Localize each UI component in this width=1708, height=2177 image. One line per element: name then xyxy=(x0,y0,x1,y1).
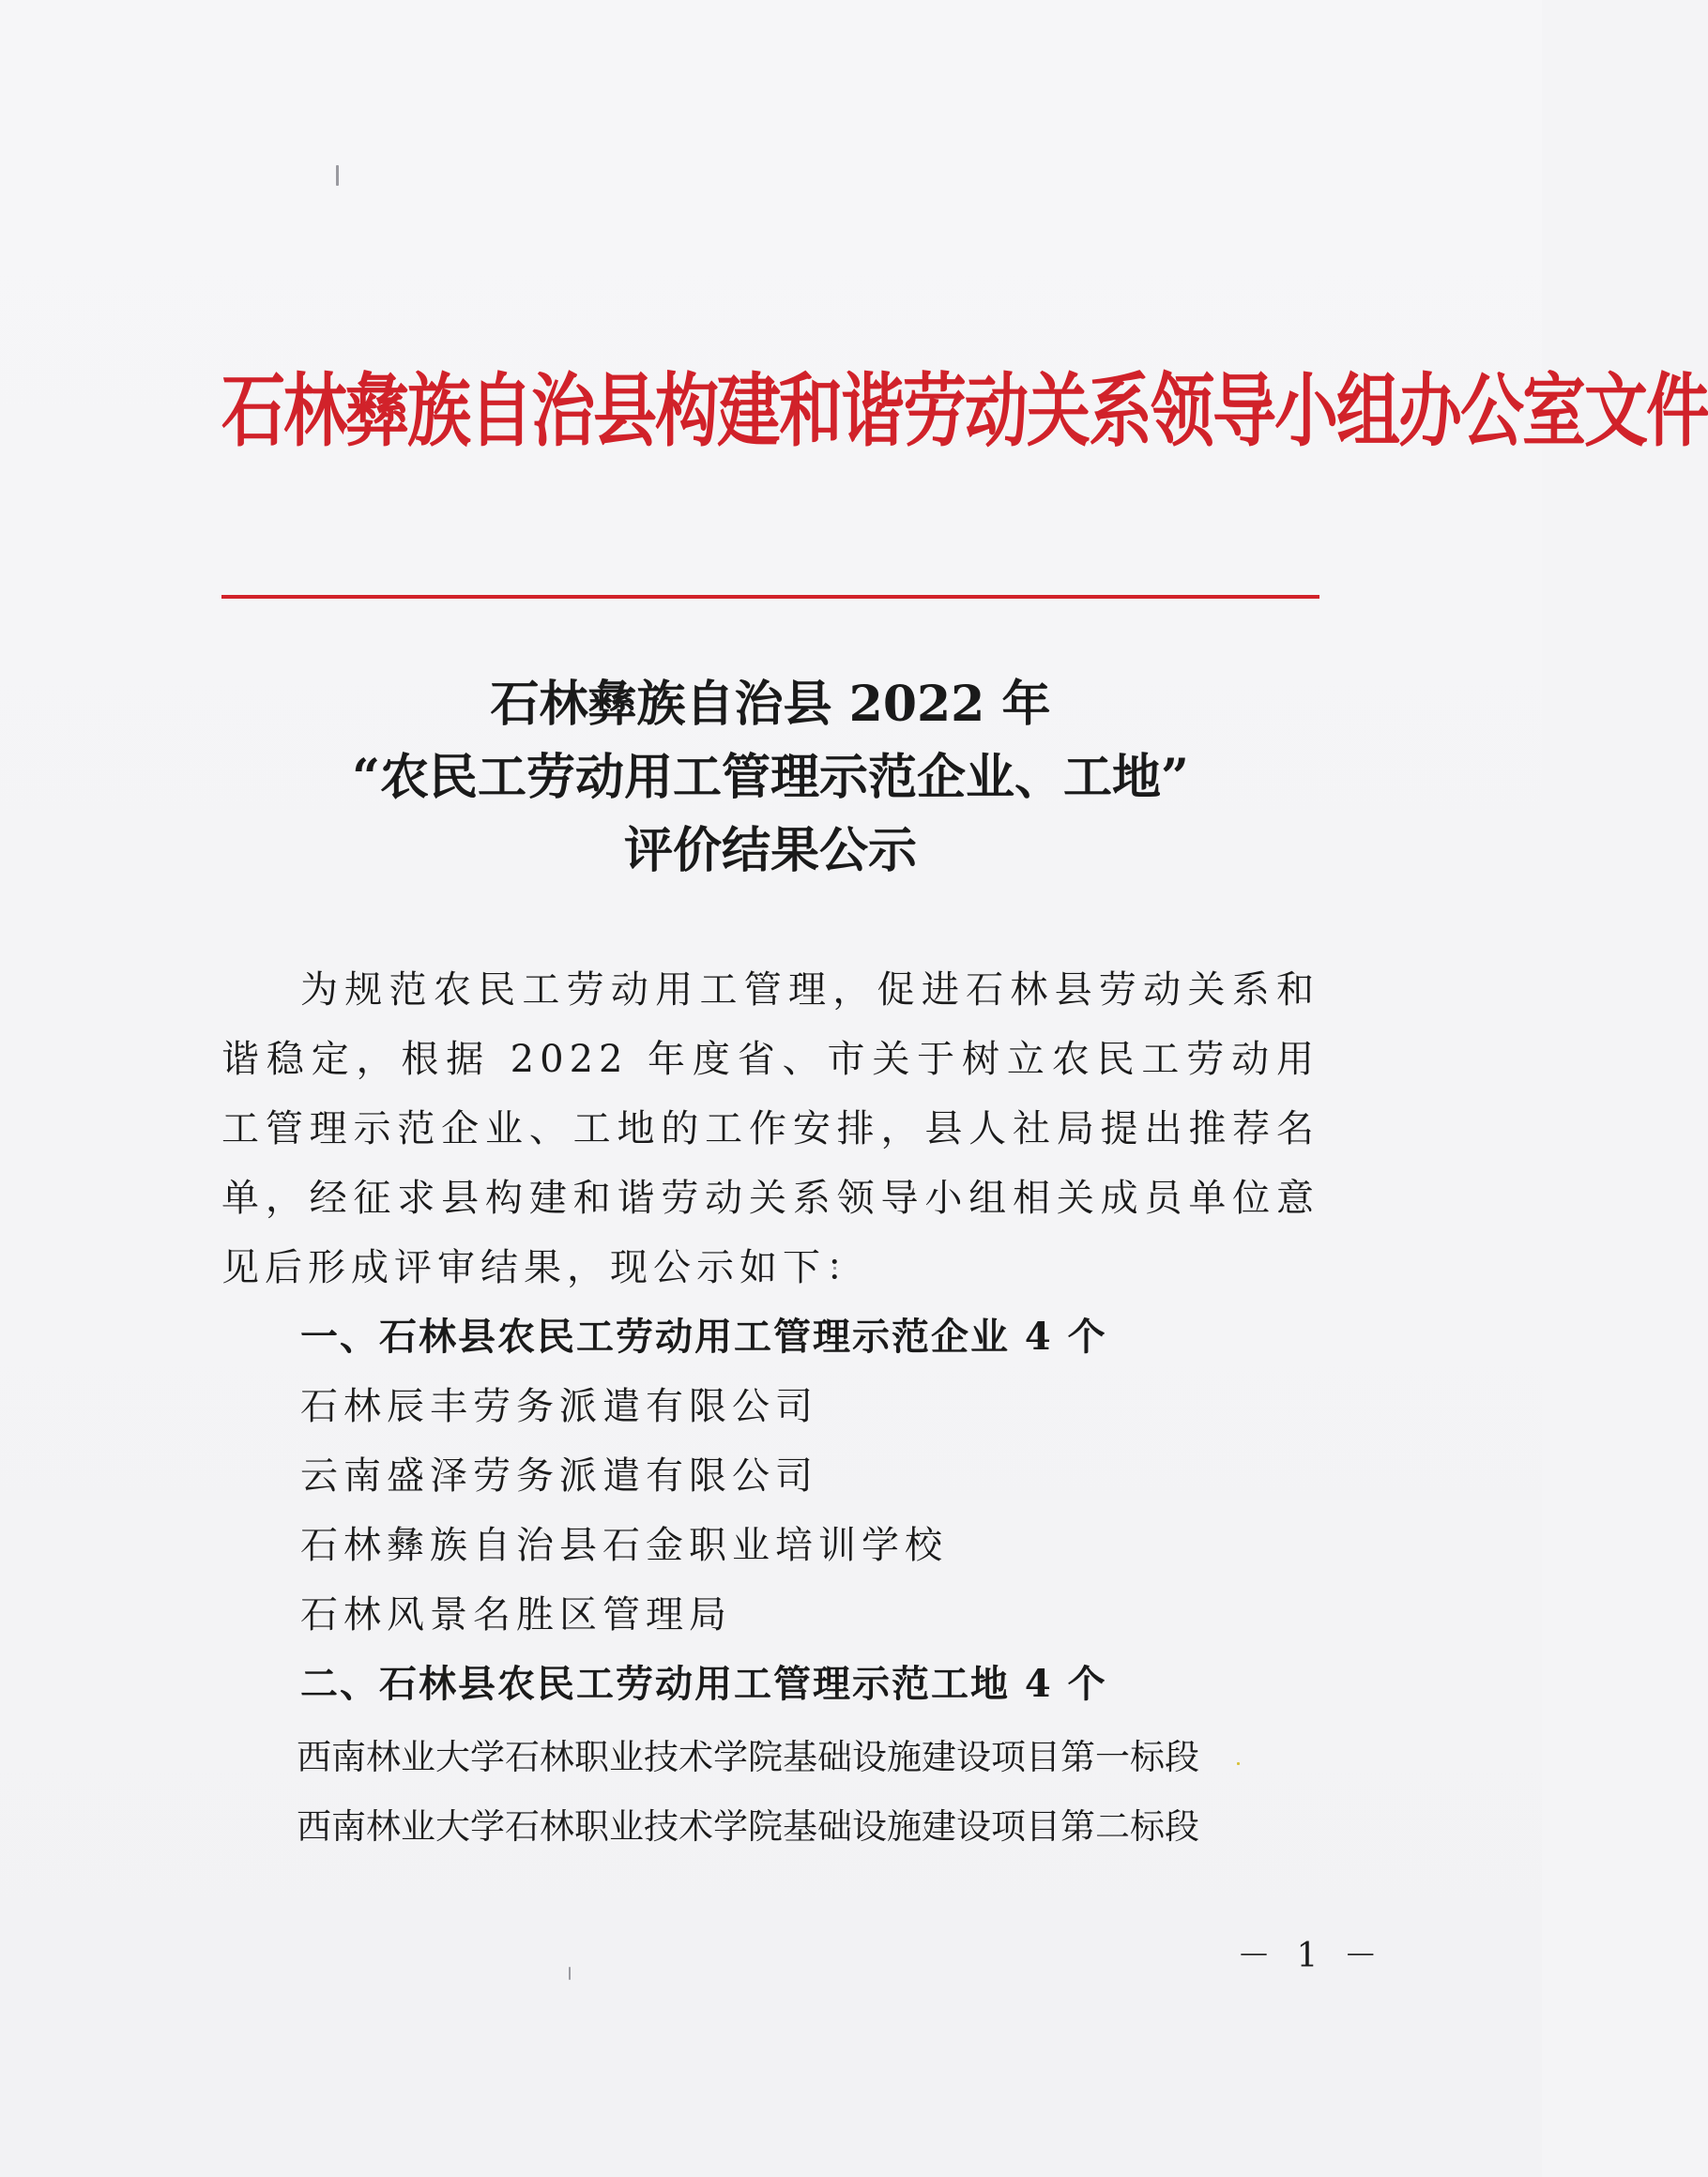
list-item: 西南林业大学石林职业技术学院基础设施建设项目第二标段 xyxy=(297,1806,1199,1847)
issuing-office-header: 石林彝族自治县构建和谐劳动关系领导小组办公室文件 xyxy=(221,364,1708,459)
scan-speck xyxy=(569,1967,571,1980)
scan-speck xyxy=(1237,1762,1240,1765)
list-item: 石林彝族自治县石金职业培训学校 xyxy=(300,1524,948,1567)
title-line-3: 评价结果公示 xyxy=(623,822,917,879)
list-item: 云南盛泽劳务派遣有限公司 xyxy=(300,1454,818,1498)
list-item: 西南林业大学石林职业技术学院基础设施建设项目第一标段 xyxy=(297,1737,1199,1777)
document-title xyxy=(221,668,1319,888)
list-item: 石林风景名胜区管理局 xyxy=(300,1593,732,1637)
body-paragraph: 为规范农民工劳动用工管理，促进石林县劳动关系和谐稳定，根据 2022 年度省、市关于树立农民工劳动用工管理示范企业、工地的工作安排，县人社局提出推荐名单，经征求县构建和谐劳动关系领导小组相关成员单位意见后形成评审结果，现公示如下： xyxy=(221,968,1319,1289)
section-heading-enterprises: 一、石林县农民工劳动用工管理示范企业 4 个 xyxy=(300,1315,1107,1359)
title-line-1: 石林彝族自治县 2022 年 xyxy=(490,676,1051,733)
section-heading-worksites: 二、石林县农民工劳动用工管理示范工地 4 个 xyxy=(300,1662,1107,1706)
header-red-rule xyxy=(221,595,1319,599)
page-number: － 1 － xyxy=(1237,1937,1385,1975)
list-item: 石林辰丰劳务派遣有限公司 xyxy=(300,1385,818,1428)
scan-speck xyxy=(336,165,339,186)
title-line-2: “农民工劳动用工管理示范企业、工地” xyxy=(352,749,1189,806)
